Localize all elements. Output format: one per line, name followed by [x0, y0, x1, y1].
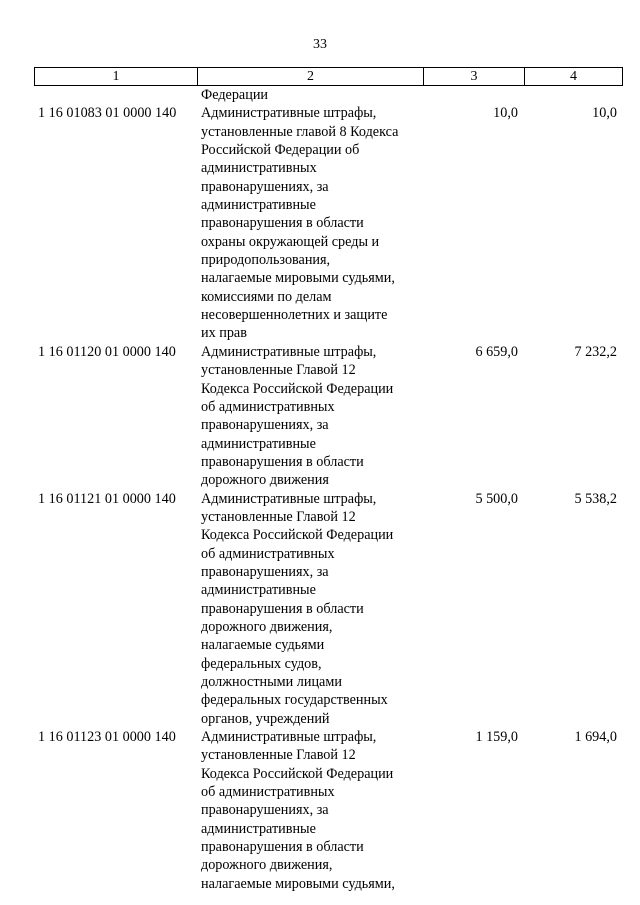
row-code: 1 16 01120 01 0000 140	[38, 343, 176, 360]
row-value-col3: 6 659,0	[475, 343, 518, 360]
table-header	[34, 67, 623, 86]
row-code: 1 16 01121 01 0000 140	[38, 490, 176, 507]
column-header-4: 4	[570, 69, 577, 84]
row-name: Административные штрафы, установленные Главой 12 Кодекса Российской Федерации об административных правонарушениях, за административные правонарушения в области дорожного движения, налагаемые судьями федеральных судов, должностными лицами федеральных государственных органов, учреждений	[201, 490, 394, 727]
column-header-2: 2	[198, 68, 424, 85]
row-name: Административные штрафы, установленные главой 8 Кодекса Российской Федерации об административных правонарушениях, за административные правонарушения в области охраны окружающей среды и природопользования, налагаемые мировыми судьями, комиссиями по делам несовершеннолетних и защите их прав	[201, 105, 399, 342]
row-value-col4: 5 538,2	[574, 490, 617, 507]
continuation-row	[0, 86, 640, 104]
row-name: Административные штрафы, установленные Главой 12 Кодекса Российской Федерации об административных правонарушениях, за административные правонарушения в области дорожного движения	[201, 343, 394, 489]
row-value-col3: 1 159,0	[475, 729, 518, 746]
continuation-text: Федерации	[201, 87, 269, 103]
table-body	[0, 86, 640, 893]
row-value-col4: 7 232,2	[574, 343, 617, 360]
row-value-col4: 1 694,0	[574, 729, 617, 746]
row-value-col4: 10,0	[592, 105, 617, 122]
page-number: 33	[313, 37, 327, 52]
column-header-1: 1	[35, 68, 198, 85]
row-value-col3: 10,0	[493, 105, 518, 122]
row-value-col3: 5 500,0	[475, 490, 518, 507]
table-row	[0, 490, 640, 728]
row-name: Административные штрафы, установленные Главой 12 Кодекса Российской Федерации об административных правонарушениях, за административные правонарушения в области дорожного движения, налагаемые мировыми судьями,	[201, 729, 395, 892]
table-row	[0, 343, 640, 490]
table-row	[0, 728, 640, 893]
row-code: 1 16 01123 01 0000 140	[38, 729, 176, 746]
table-row	[0, 104, 640, 342]
column-header-3: 3	[424, 68, 525, 85]
row-code: 1 16 01083 01 0000 140	[38, 105, 177, 122]
